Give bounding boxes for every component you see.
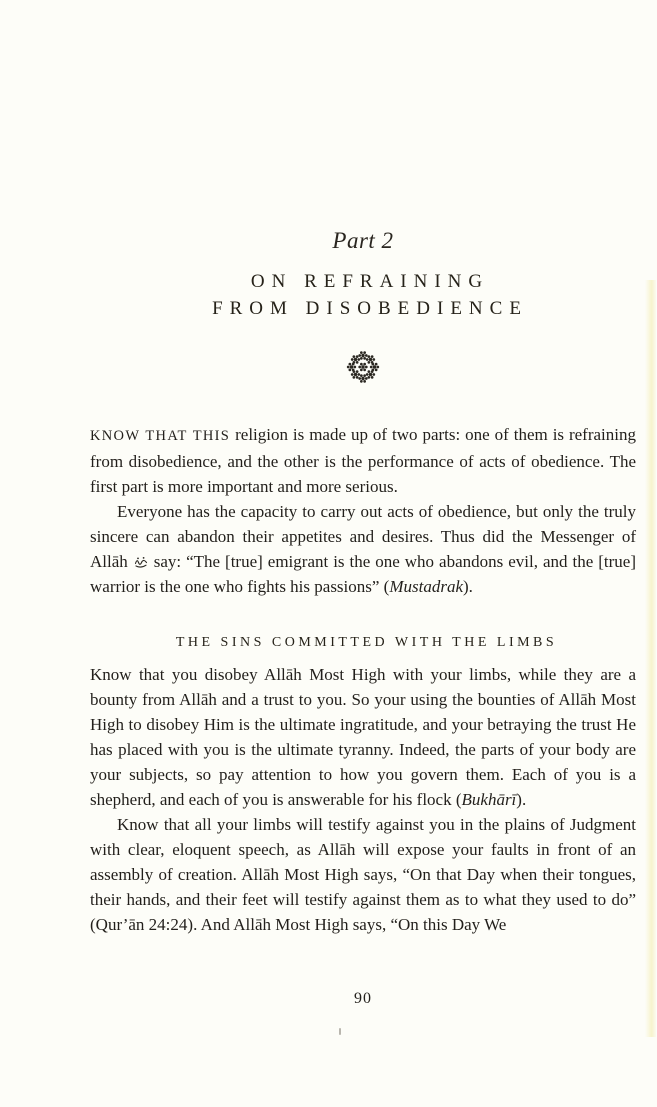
paragraph-text: religion is made up of two parts: one of them is refraining from disobedience, and the other is the performance of acts of obedience. The first part is more important and more serious.	[90, 425, 636, 496]
hadith-source-citation: Bukhārī	[461, 790, 517, 809]
paragraph-text: say: “The [true] emigrant is the one who abandons evil, and the [true] warrior is the one who fights his passions” (	[90, 552, 636, 596]
paragraph-limbs-testify	[90, 812, 636, 937]
ornament-container	[90, 349, 636, 387]
page-edge-shading	[645, 280, 656, 1037]
scan-artifact-speck	[339, 1028, 341, 1035]
paragraph-disobey-with-limbs	[90, 662, 636, 812]
chapter-title-line1: ON REFRAINING	[250, 271, 490, 292]
honorific-calligraphy-icon	[134, 556, 148, 568]
paragraph-text: Know that you disobey Allāh Most High with your limbs, while they are a bounty from Allāh and a trust to you. So your using the bounties of Allāh Most High to disobey Him is the ultimate ingratitude, and your betraying the trust He has placed with you is the ultimate tyranny. Indeed, the parts of your body are your subjects, so pay attention to how you govern them. Each of you is a shepherd, and each of you is answerable for his flock (	[90, 665, 636, 809]
paragraph-everyone-capacity	[90, 499, 636, 599]
paragraph-text: ).	[516, 790, 527, 809]
chapter-title-line2: FROM DISOBEDIENCE	[212, 298, 528, 319]
geometric-rosette-icon	[345, 349, 381, 385]
hadith-source-citation: Mustadrak	[389, 577, 464, 596]
body-text-lower	[90, 662, 636, 937]
page-number: 90	[354, 990, 372, 1007]
body-text-upper	[90, 422, 636, 599]
paragraph-text: Everyone has the capacity to carry out acts of obedience, but only the truly sincere can abandon their appetites and desires. Thus did the Messenger of Allāh	[90, 502, 636, 571]
paragraph-opener-smallcaps: KNOW THAT THIS	[90, 428, 231, 444]
paragraph-text: ).	[463, 577, 473, 596]
section-heading: THE SINS COMMITTED WITH THE LIMBS	[175, 635, 558, 650]
part-label: Part 2	[332, 228, 394, 253]
paragraph-know-that-this	[90, 422, 636, 499]
paragraph-text: Know that all your limbs will testify against you in the plains of Judgment with clear, eloquent speech, as Allāh will expose your faults in front of an assembly of creation. Allāh Most High says, “On that Day when their tongues, their hands, and their feet will testify against them as to what they used to do” (Qur’ān 24:24). And Allāh Most High says, “On this Day We	[90, 815, 636, 934]
